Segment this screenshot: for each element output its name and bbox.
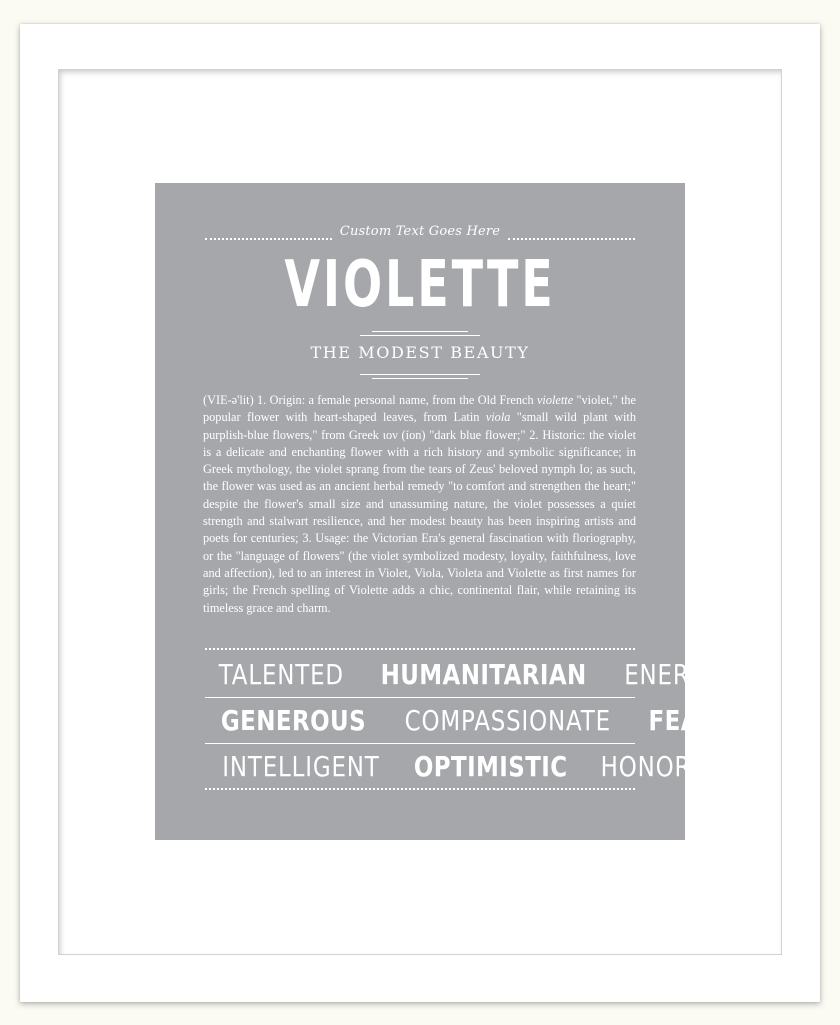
name-title: VIOLETTE (284, 248, 556, 322)
upper-rule-1 (372, 331, 468, 332)
trait-word: COMPASSIONATE (404, 703, 611, 737)
custom-text: Custom Text Goes Here (339, 224, 501, 239)
definition-text: "violet," the popular flower with heart-shaped leaves, from Latin (203, 393, 636, 425)
name-print (155, 183, 781, 840)
name-meaning: THE MODEST BEAUTY (310, 343, 530, 362)
trait-word: INTELLIGENT (222, 749, 380, 783)
lower-rule-1 (360, 374, 480, 375)
name-definition (203, 392, 636, 617)
trait-row (205, 743, 753, 789)
trait-word: FEARLESS (648, 703, 781, 737)
definition-text: "small wild plant with purplish-blue flowers," from Greek ιον (íon) "dark blue flower;" 2. Historic: the violet is a delicate and enchanting flower with a rich history and symbolic significance; in Greek mythology, the violet sprang from the tears of Zeus' beloved nymph Io; as such, the flower was used as an ancient herbal remedy "to comfort and strengthen the heart;" despite the flower's small size and unassuming nature, the violet possesses a quiet strength and stalwart resilience, and her modest beauty has been inspiring artists and poets for centuries; 3. Usage: the Victorian Era's general fascination with floriography, or the "language of flowers" (the violet symbolized modesty, loyalty, faithfulness, love and affection), led to an interest in Violet, Viola, Violeta and Violette as first names for girls; the French spelling of Violette adds a chic, continental flair, while retaining its timeless grace and charm. (203, 410, 636, 615)
trait-row (205, 697, 781, 743)
definition-italic-term: viola (485, 410, 511, 425)
custom-text-row (205, 223, 635, 247)
lower-rule-2 (372, 378, 468, 379)
right-dotted-rule (508, 238, 635, 240)
picture-frame (20, 24, 820, 1002)
upper-rule-2 (360, 335, 480, 336)
traits-top-dotted-rule (205, 648, 635, 650)
definition-italic-term: violette (536, 393, 574, 407)
trait-word: GENEROUS (220, 703, 367, 737)
trait-word: HUMANITARIAN (380, 657, 587, 691)
trait-word: ENERGETIC (624, 657, 763, 691)
definition-text: (VIE-ə'lit) 1. Origin: a female personal name, from the Old French (203, 393, 537, 407)
trait-word: TALENTED (218, 657, 344, 691)
traits-bottom-dotted-rule (205, 788, 635, 790)
trait-row (205, 651, 763, 697)
trait-word: OPTIMISTIC (413, 749, 568, 783)
trait-word: HONORABLE (600, 749, 753, 783)
frame-mat (58, 69, 782, 955)
